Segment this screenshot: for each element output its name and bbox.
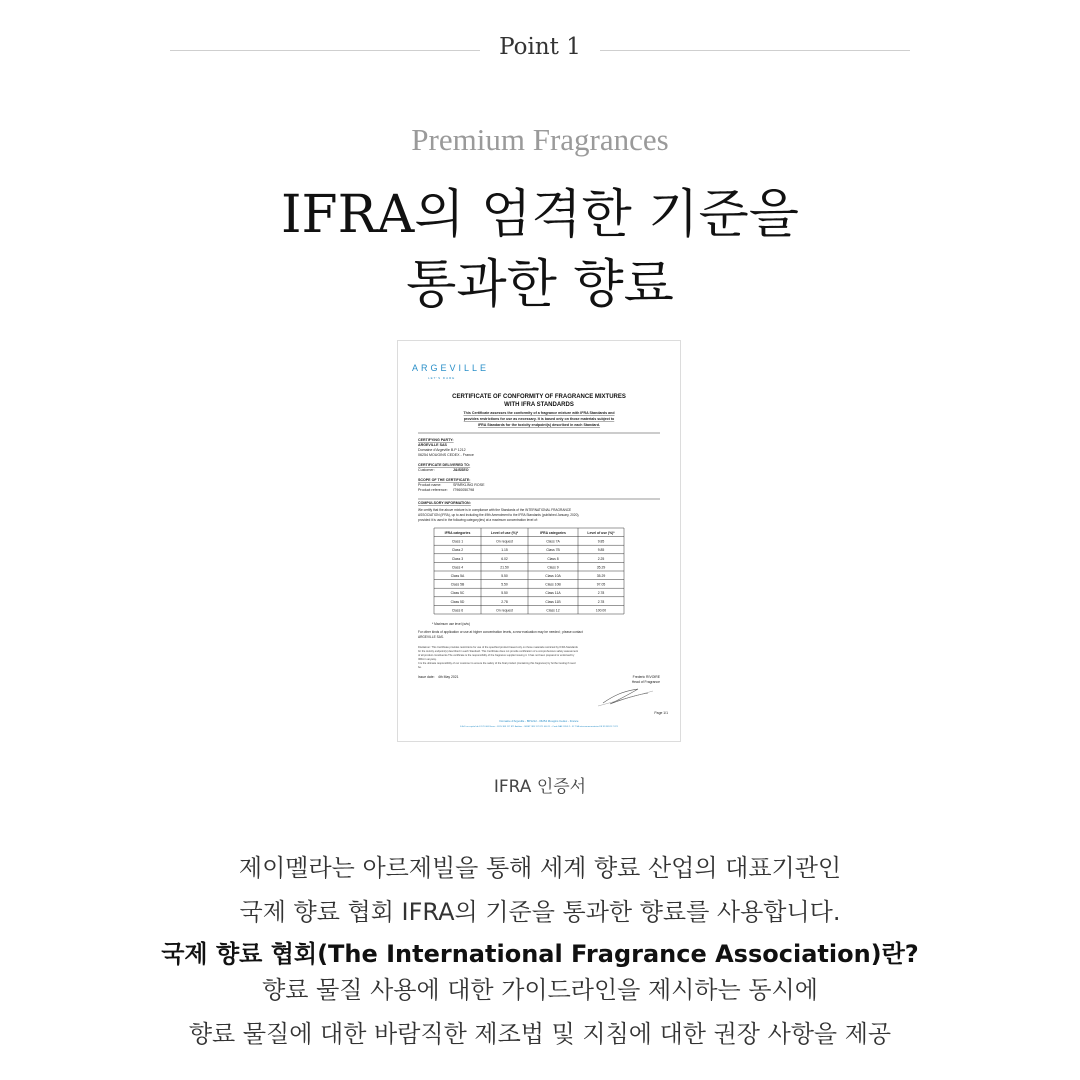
delivered-heading: CERTIFICATE DELIVERED TO: [418,463,471,467]
table-cell: On request [496,539,513,544]
table-cell: Class 1 [451,539,464,544]
certificate-footer-2: S.A.S au capital de 8 170 000 Euros - RCS 383 117 871 Antibes - SIRET 383 117 871 000 11 - Code NAF 2053 Z - N° TVA intracommunautaire FR 39 383 117 871 [460,726,618,728]
table-header-cell: Level of use (%)* [587,531,615,535]
certificate-footer-1: Domaine d'Argeville - BP1212 - 06254 Mougins Cedex - France [499,719,579,723]
intro-line-2: 국제 향료 협회 IFRA의 기준을 통과한 향료를 사용합니다. [239,898,841,926]
product-name-label: Product name: [418,483,442,487]
certificate-document [398,341,680,741]
table-cell: 2.78 [501,599,508,604]
other-line-2: ARGEVILLE SAS. [418,635,444,639]
signer-name: Frederic RIVOIRE [632,675,660,679]
table-cell: Class 11B [545,599,561,604]
table-footnote: * Maximum use level (w/w) [432,622,470,626]
certificate-intro-1: This Certificate assesses the conformity of a fragrance mixture with IFRA Standards and [463,411,615,415]
customer-value: J&ISSEO [453,468,469,472]
table-cell: 100.00 [595,608,607,613]
signer-title: Head of Fragrance [631,680,660,684]
table-cell: Class 5B [450,582,465,587]
compulsory-line-1: We certify that the above mixture is in compliance with the Standards of the INTERNATIONAL FRAGRANCE [418,508,572,512]
table-cell: Class 10B [545,582,561,587]
disclaimer-line-6: be. [418,666,422,669]
table-cell: 5.50 [501,582,508,587]
ifra-question: 국제 향료 협회(The International Fragrance Association)란? [161,940,919,968]
certificate-logo: ARGEVILLE [412,363,490,373]
table-cell: Class 5A [450,574,465,578]
scope-heading: SCOPE OF THE CERTIFICATE: [418,478,471,482]
table-cell: On request [496,608,513,613]
table-header-cell: Level of use (%)* [490,531,519,535]
divider-line-right [600,50,910,51]
certificate-intro-3: IFRA Standards for the toxicity endpoint(s) described in each Standard. [477,423,601,427]
table-cell: Class 5C [450,591,465,596]
table-cell: 97.05 [596,582,606,587]
certifying-line-3: 06254 MOUGINS CEDEX - France [418,453,474,457]
table-cell: 1.15 [501,548,508,553]
issue-date-value: 4th May 2021 [438,675,459,679]
point-label: Point 1 [499,34,581,60]
product-ref-label: Product reference: [418,488,448,492]
disclaimer-line-1: Disclaimer: This Certificate provides restrictions for use of the specified product based only on those materials restricted by IFRA Standards [418,646,578,649]
table-cell: Class 6 [451,608,464,613]
compulsory-line-3: provided it is used in the following category(ies) at a maximum concentration level of: [418,518,538,522]
intro-paragraph [0,846,1080,934]
title-line-2: 통과한 향료 [406,255,674,315]
table-cell: Class 9 [547,565,559,570]
title-line-1: IFRA의 엄격한 기준을 [280,185,799,245]
intro-line-1: 제이멜라는 아르제빌을 통해 세계 향료 산업의 대표기관인 [238,854,842,882]
table-cell: Class 11A [545,591,561,596]
customer-label: Customer: [418,468,435,472]
answer-line-1: 향료 물질 사용에 대한 가이드라인을 제시하는 동시에 [262,976,818,1004]
table-header-cell: IFRA categories [444,531,471,535]
product-name-value: SPARKLING ROSE [453,483,485,487]
disclaimer-line-3: of all product constituents.The certificate is the responsibility of the fragrance supplier issuing it. It has not been prepared or endorsed by [418,654,575,657]
table-cell: 21.50 [500,565,509,570]
table-cell: Class 7A [546,539,560,544]
table-header-cell: IFRA categories [540,531,566,535]
signature-stroke [598,691,653,706]
certifying-heading: CERTIFYING PARTY: [418,438,454,442]
answer-paragraph [0,968,1080,1056]
disclaimer-line-5: It is the ultimate responsibility of our customer to ensure the safety of the final product (containing this fragrance) by further testing if need [418,662,576,665]
table-cell: Class 8 [547,556,559,561]
compulsory-line-2: ASSOCIATION (IFRA), up to and including the 49th Amendment to the IFRA Standards (published January, 2020), [418,513,580,517]
table-cell: Class 2 [451,548,464,553]
ifra-categories-table [434,528,624,614]
table-cell: 5.50 [501,574,508,578]
certifying-line-2: Domaine d'Argeville B.P 1212 [418,448,466,452]
disclaimer-line-4: IFRA in anyway. [418,658,437,661]
answer-line-2: 향료 물질에 대한 바람직한 제조법 및 지침에 대한 권장 사항을 제공 [188,1020,892,1048]
table-cell: Class 3 [451,556,464,561]
certificate-caption: IFRA 인증서 [493,777,587,797]
section-subtitle: Premium Fragrances [411,122,669,157]
table-cell: 2.25 [597,556,605,561]
compulsory-heading: COMPULSORY INFORMATION: [418,501,471,505]
certificate-title-2: WITH IFRA STANDARDS [504,402,574,408]
table-cell: 35.29 [596,574,606,578]
certificate-logo-tagline: LET'S DARE [428,376,456,380]
certificate-title-1: CERTIFICATE OF CONFORMITY OF FRAGRANCE MIXTURES [452,394,626,400]
other-line-1: For other kinds of application or use at higher concentration levels, a new evaluation may be needed ; please contact [418,630,583,634]
table-cell: 35.29 [596,565,606,570]
table-cell: Class 4 [451,565,464,570]
table-cell: 2.78 [597,599,605,604]
issue-date-label: Issue date: [418,675,435,679]
table-cell: Class 12 [546,608,560,613]
table-cell: Class 10A [545,574,561,578]
certifying-line-1: ARGEVILLE SAS [418,443,447,447]
table-cell: 5.50 [501,591,508,596]
table-cell: 9.85 [597,548,605,553]
table-cell: 9.85 [597,539,605,544]
certificate-intro-2: provides restrictions for use as necessary. It is based only on those materials subject to [463,417,615,421]
page-number: Page 1/1 [654,711,668,715]
table-cell: Class 5D [450,599,465,604]
page-title [0,180,1080,320]
ifra-certificate-image [397,340,681,742]
point-divider [0,30,1080,70]
table-cell: Class 7B [546,548,560,553]
disclaimer-line-2: for the toxicity endpoint(s) described in each Standard. This Certificate does not provide certification of a comprehensive safety assessment [418,650,578,653]
product-ref-value: IT960050798 [453,488,475,492]
table-cell: 6.02 [501,556,508,561]
signature [603,689,648,704]
table-cell: 2.78 [597,591,605,596]
